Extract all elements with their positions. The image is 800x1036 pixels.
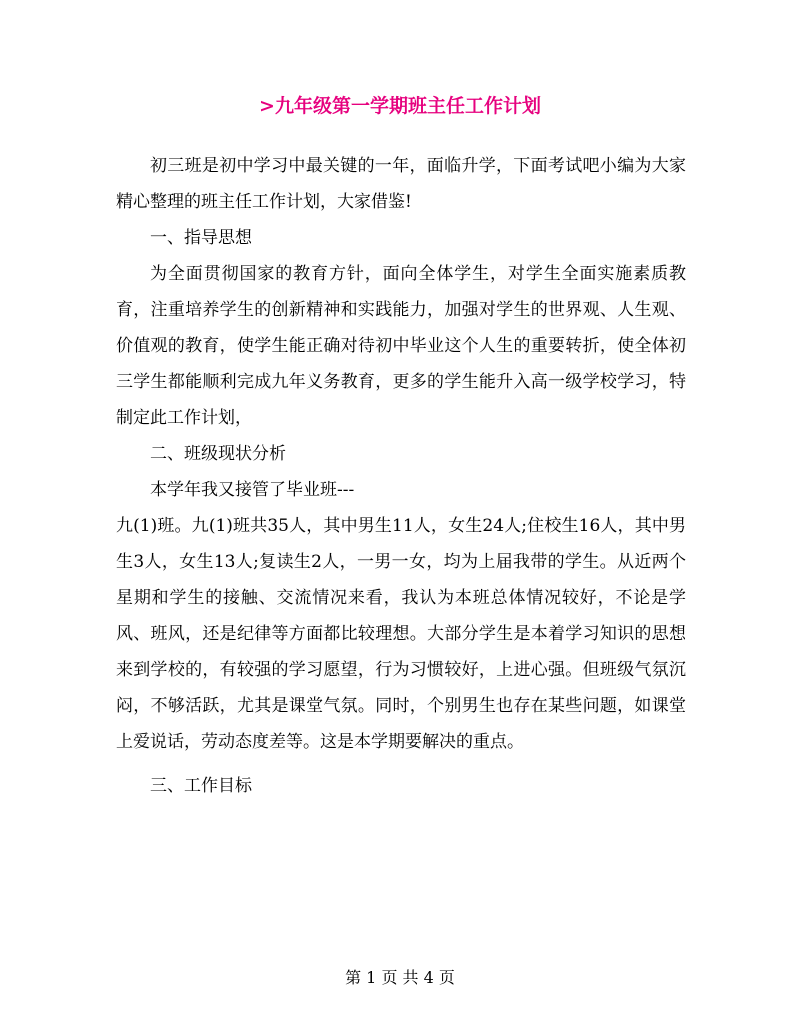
section2-heading: 二、班级现状分析 — [150, 444, 286, 464]
section2-first-line: 本学年我又接管了毕业班--- — [150, 480, 355, 500]
page-footer: 第 1 页 共 4 页 — [345, 968, 455, 987]
document-body — [116, 148, 686, 804]
section2-paragraph: 九(1)班。九(1)班共35人，其中男生11人，女生24人;住校生16人，其中男生3人，女生13人;复读生2人，一男一女，均为上届我带的学生。从近两个星期和学生的接触、交流情况来看，我认为本班总体情况较好，不论是学风、班风，还是纪律等方面都比较理想。大部分学生是本着学习知识的思想来到学校的，有较强的学习愿望，行为习惯较好，上进心强。但班级气氛沉闷，不够活跃，尤其是课堂气氛。同时，个别男生也存在某些问题，如课堂上爱说话，劳动态度差等。这是本学期要解决的重点。 — [116, 516, 686, 752]
intro-paragraph: 初三班是初中学习中最关键的一年，面临升学，下面考试吧小编为大家精心整理的班主任工作计划，大家借鉴! — [116, 156, 686, 212]
section1-paragraph: 为全面贯彻国家的教育方针，面向全体学生，对学生全面实施素质教育，注重培养学生的创新精神和实践能力，加强对学生的世界观、人生观、价值观的教育，使学生能正确对待初中毕业这个人生的重要转折，使全体初三学生都能顺利完成九年义务教育，更多的学生能升入高一级学校学习，特制定此工作计划， — [116, 264, 686, 428]
document-title: >九年级第一学期班主任工作计划 — [259, 95, 541, 117]
section3-heading: 三、工作目标 — [150, 776, 252, 796]
section1-heading: 一、指导思想 — [150, 228, 252, 248]
